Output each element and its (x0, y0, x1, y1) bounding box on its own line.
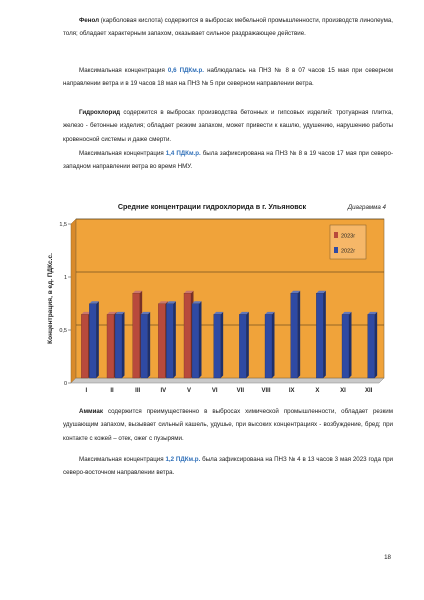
bar-2022-XI (342, 314, 349, 378)
x-tick-label: V (186, 388, 192, 394)
y-axis-label: Концентрация, в ед. ПДКс.с. (47, 253, 54, 344)
diagram-label: Диаграмма 4 (347, 204, 386, 211)
bar-2022-XII-side (375, 312, 378, 378)
bar-2022-XI-side (349, 312, 352, 378)
term-hydrochloride: Гидрохлорид (79, 109, 121, 116)
plot-side-wall (71, 219, 76, 383)
paragraph-hydrochloride: Гидрохлорид содержится в выбросах производства бетонных и гипсовых изделий: тротуарная плитка, железо - бетонные изделия; обладает резким запахом, может привести к кашлю, удушению, нарушению работы кровеносной системы и даже смерти. (63, 109, 393, 143)
bar-2023-I (81, 314, 88, 378)
bar-2022-II (115, 314, 122, 378)
x-tick-label: VIII (261, 388, 271, 394)
highlight-value: 0,6 ПДКм.р. (167, 67, 204, 74)
term-ammonia: Аммиак (79, 408, 103, 415)
bar-2022-IV (166, 304, 173, 378)
x-tick-label: II (110, 388, 114, 394)
bar-2022-I (89, 304, 96, 378)
x-tick-label: X (315, 388, 320, 394)
legend-label: 2022г (341, 248, 356, 255)
paragraph-ammonia-max: Максимальная концентрация 1,2 ПДКм.р. была зафиксирована на ПНЗ № 4 в 13 часов 3 мая 2023 года при северо-восточном направлении ветра. (63, 456, 393, 477)
bar-2022-X-side (323, 291, 326, 378)
bar-2022-V-side (199, 301, 202, 378)
term-phenol: Фенол (79, 17, 100, 24)
bar-2023-IV (158, 304, 165, 378)
bar-2022-IV-side (173, 301, 176, 378)
y-tick-label: 1 (63, 275, 67, 281)
bar-2022-VIII (265, 314, 272, 378)
highlight-value: 1,4 ПДКм.р. (165, 150, 201, 157)
paragraph-hydrochloride-max: Максимальная концентрация 1,4 ПДКм.р. была зафиксирована на ПНЗ № 8 в 19 часов 17 мая при северо-западном направлении ветра во время НМУ. (63, 150, 394, 171)
bar-2022-VIII-side (272, 312, 275, 378)
y-tick-label: 0,5 (59, 328, 67, 334)
paragraph-phenol: Фенол (карболовая кислота) содержится в выбросах мебельной промышленности, производств линолеума, толя; обладает характерным запахом, оказывает сильное раздражающее действие. (63, 17, 393, 38)
bar-2022-VII-side (246, 312, 249, 378)
x-tick-label: IX (288, 388, 295, 394)
y-tick-label: 0 (63, 381, 67, 387)
bar-2022-IX-side (298, 291, 301, 378)
x-tick-label: VII (236, 388, 245, 394)
bar-2023-II (107, 314, 114, 378)
bar-2023-III (133, 293, 140, 378)
highlight-value: 1,2 ПДКм.р. (165, 456, 201, 463)
bar-2022-V (192, 304, 199, 378)
legend-swatch (334, 247, 338, 253)
bar-2022-VI-side (221, 312, 224, 378)
bar-2022-II-side (122, 312, 125, 378)
legend-label: 2023г (341, 233, 356, 240)
bar-2022-VI (214, 314, 221, 378)
bar-2022-I-side (96, 301, 99, 378)
plot-floor (71, 378, 384, 383)
bar-2022-VII (239, 314, 246, 378)
bar-2022-IX (291, 293, 298, 378)
x-tick-label: VI (211, 388, 218, 394)
x-tick-label: III (135, 388, 141, 394)
x-tick-label: XII (364, 388, 373, 394)
paragraph-phenol-max: Максимальная концентрация 0,6 ПДКм.р. наблюдалась на ПНЗ № 8 в 07 часов 15 мая при северном направлении ветра и в 19 часов 18 мая на ПНЗ № 5 при северном направлении ветра. (63, 67, 394, 88)
y-tick-label: 1,5 (59, 222, 67, 228)
bar-2022-X (316, 293, 323, 378)
page-number: 18 (384, 554, 391, 561)
paragraph-ammonia: Аммиак содержится преимущественно в выбросах химической промышленности, обладает резким удушающим запахом, вызывает сильный кашель, удушье, при высоких концентрациях - возбуждение, бред; при контакте с кожей – отек, ожег с пузырями. (63, 408, 393, 442)
legend-swatch (334, 232, 338, 238)
x-tick-label: I (85, 388, 88, 394)
bar-2023-V (184, 293, 191, 378)
x-tick-label: IV (160, 388, 167, 394)
bar-2022-XII (368, 314, 375, 378)
chart-title: Средние концентрации гидрохлорида в г. Ульяновск (117, 202, 307, 211)
bar-2022-III (141, 314, 148, 378)
bar-2022-III-side (148, 312, 151, 378)
x-tick-label: XI (340, 388, 346, 394)
